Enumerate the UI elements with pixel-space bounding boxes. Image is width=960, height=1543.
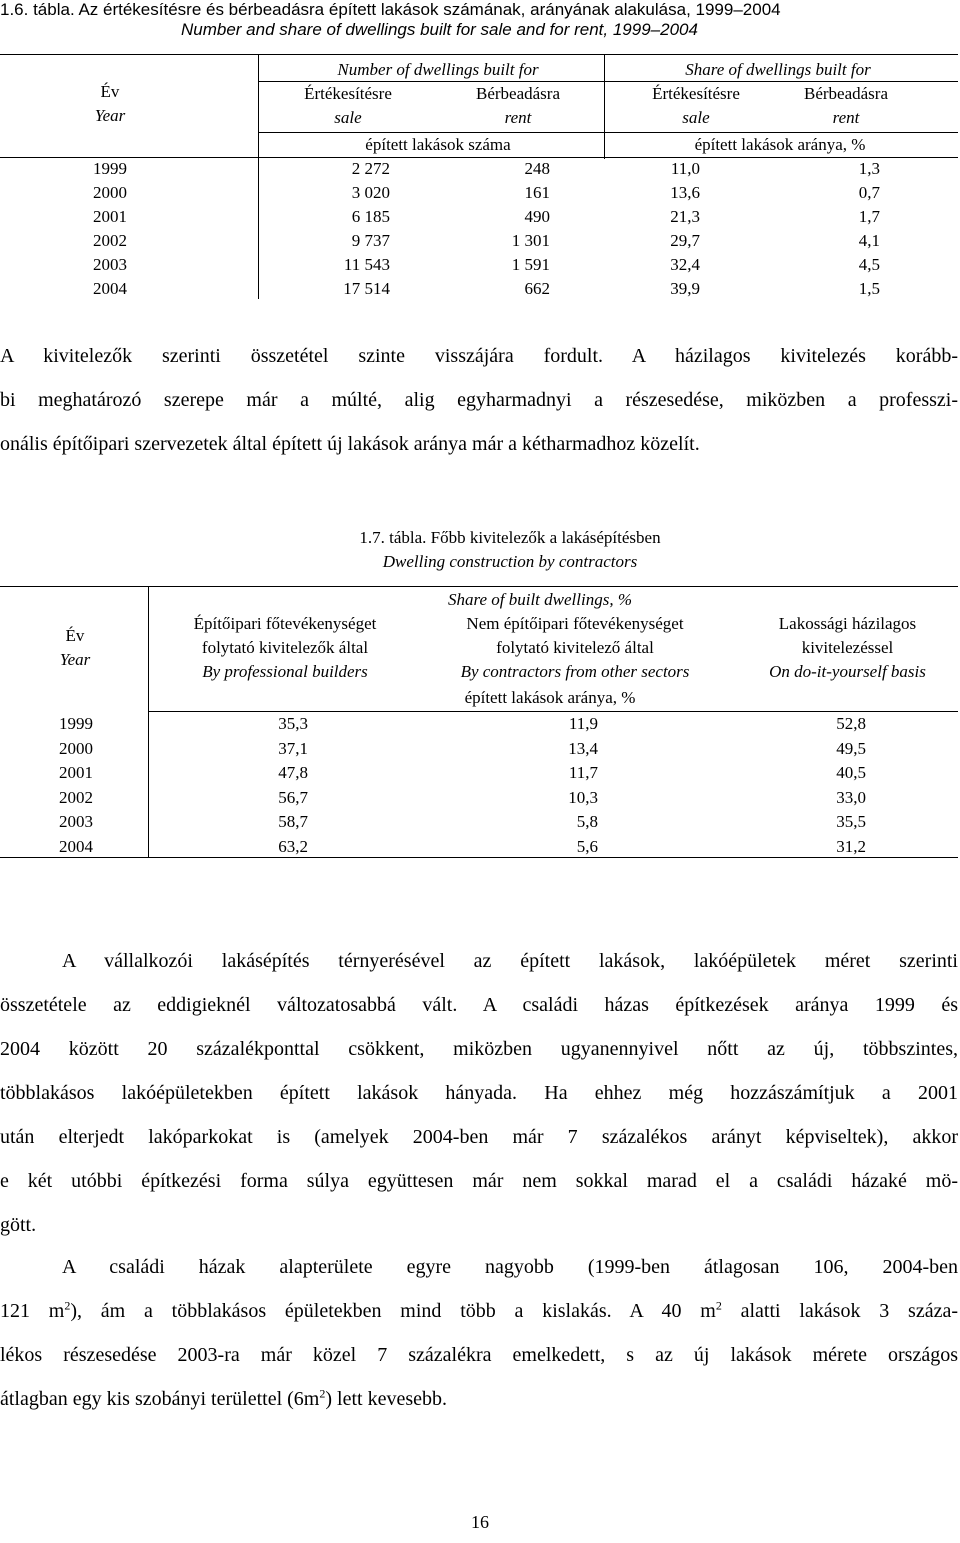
paragraph-2-line: után elterjedt lakóparkokat is (amelyek 2004-ben már 7 százalékos arányt képviseltek), akkor: [0, 1126, 958, 1148]
paragraph-2-line: összetétele az eddigieknél változatosabbá vált. A családi házas építkezések aránya 1999 és: [0, 994, 958, 1016]
table-cell-year: 2000: [59, 738, 93, 758]
table2-col2-en: By contractors from other sectors: [460, 662, 690, 681]
text: ), ám a többlakásos épületekben mind több a kislakás. A 40 m: [70, 1300, 716, 1322]
table2-col3-en: On do-it-yourself basis: [769, 662, 926, 681]
table-cell-other: 5,6: [576, 837, 598, 856]
table-cell-diy: 52,8: [836, 714, 866, 733]
table-cell-share-sale: 39,9: [670, 279, 700, 298]
table-cell-prof: 56,7: [278, 787, 308, 807]
table1-group-share: Share of dwellings built for: [685, 60, 871, 79]
table-cell-year: 2002: [93, 231, 127, 250]
table-cell-year: 2003: [59, 812, 93, 832]
table-cell-prof: 35,3: [278, 714, 308, 733]
paragraph-2-line: 2004 között 20 százalékponttal csökkent, miközben ugyanennyivel nőtt az új, többszintes,: [0, 1038, 958, 1060]
table-row: [0, 207, 960, 231]
paragraph-1: [0, 345, 958, 465]
table1-top-rule: [0, 54, 958, 55]
table-cell-prof: 63,2: [278, 837, 308, 856]
table1-rule-subheader: [258, 81, 958, 82]
table1-num-rent-en: rent: [504, 108, 532, 127]
table2-title-hu: 1.7. tábla. Főbb kivitelezők a lakásépítésben: [359, 528, 661, 547]
paragraph-2-line: A vállalkozói lakásépítés térnyerésével az épített lakások, lakóépületek méret szerinti: [62, 950, 958, 972]
table-cell-share-rent: 1,5: [858, 279, 880, 298]
table2: [0, 586, 960, 866]
table-cell-year: 2001: [59, 763, 93, 783]
table-cell-prof: 47,8: [278, 763, 308, 783]
table-cell-year: 2003: [93, 255, 127, 274]
table-row: [0, 159, 960, 183]
table-cell-year: 2002: [59, 787, 93, 807]
table2-col-year-hu: Év: [65, 626, 85, 645]
table-cell-num-rent: 161: [524, 183, 550, 202]
table2-unit: épített lakások aránya, %: [464, 688, 636, 707]
text: átlagban egy kis szobányi területtel (6m: [0, 1388, 320, 1410]
text: 121 m: [0, 1300, 65, 1322]
table1-unit-number: épített lakások száma: [365, 135, 511, 154]
table-cell-other: 13,4: [568, 738, 598, 758]
paragraph-1-line: A kivitelezők szerinti összetétel szinte visszájára fordult. A házilagos kivitelezés korább-: [0, 345, 958, 367]
table-cell-other: 10,3: [568, 787, 598, 807]
table-cell-share-sale: 21,3: [670, 207, 700, 226]
table-cell-share-sale: 29,7: [670, 231, 700, 250]
table1-num-rent-hu: Bérbeadásra: [475, 84, 560, 103]
table-cell-num-sale: 17 514: [343, 279, 390, 298]
table1-divider-year: [258, 54, 259, 299]
table-cell-diy: 35,5: [836, 812, 866, 832]
table1-share-rent-en: rent: [832, 108, 860, 127]
table-row: [0, 231, 960, 255]
table2-col1-en: By professional builders: [202, 662, 368, 681]
table-cell-num-sale: 3 020: [351, 183, 390, 202]
table-row: [0, 739, 960, 763]
table-row: [0, 183, 960, 207]
table-cell-diy: 40,5: [836, 763, 866, 783]
table-row: [0, 714, 960, 738]
table-row: [0, 788, 960, 812]
table1-rule-unit: [258, 132, 958, 133]
table1-num-sale-hu: Értékesítésre: [304, 84, 392, 103]
table1-title-hu: 1.6. tábla. Az értékesítésre és bérbeadásra épített lakások számának, arányának alakulása, 1999–2004: [0, 0, 781, 19]
table-cell-share-rent: 0,7: [858, 183, 880, 202]
table-cell-num-rent: 1 301: [511, 231, 550, 250]
paragraph-3: [0, 1256, 958, 1416]
table2-bottom-rule: [0, 857, 958, 858]
table-cell-num-rent: 490: [524, 207, 550, 226]
table2-col3-hu-2: kivitelezéssel: [801, 638, 894, 657]
table-cell-diy: 31,2: [836, 837, 866, 856]
table-cell-other: 11,7: [568, 763, 598, 783]
table2-col1-hu-2: folytató kivitelezők által: [201, 638, 369, 657]
table-row: [0, 763, 960, 787]
superscript: 2: [64, 1300, 71, 1313]
table2-col3-hu-1: Lakossági házilagos: [778, 614, 917, 633]
superscript: 2: [319, 1386, 326, 1401]
paragraph-3-line: [0, 1300, 958, 1323]
table-row: [0, 279, 960, 303]
paragraph-3-line: lékos részesedése 2003-ra már közel 7 százalékra emelkedett, s az új lakások mérete országos: [0, 1344, 958, 1366]
table2-group: Share of built dwellings, %: [447, 590, 632, 609]
table2-title-en: Dwelling construction by contractors: [382, 552, 638, 571]
paragraph-2: [0, 950, 958, 1240]
table-cell-num-sale: 2 272: [351, 159, 390, 178]
table1-unit-share: épített lakások aránya, %: [694, 135, 866, 154]
table2-col-year-en: Year: [59, 650, 91, 669]
text: alatti lakások 3 száza-: [721, 1300, 958, 1322]
table-cell-share-rent: 1,3: [858, 159, 880, 178]
paragraph-2-line: többlakásos lakóépületekben épített lakások hányada. Ha ehhez még hozzászámítjuk a 2001: [0, 1082, 958, 1104]
table1-group-number: Number of dwellings built for: [337, 60, 539, 79]
table-cell-year: 2000: [93, 183, 127, 202]
table2-divider-year: [148, 586, 149, 858]
table-cell-num-sale: 9 737: [351, 231, 390, 250]
table2-col2-hu-2: folytató kivitelező által: [496, 638, 654, 657]
table-cell-year: 1999: [59, 714, 93, 733]
table-cell-year: 2004: [59, 837, 93, 856]
table-cell-prof: 58,7: [278, 812, 308, 832]
paragraph-3-line: A családi házak alapterülete egyre nagyobb (1999-ben átlagosan 106, 2004-ben: [62, 1256, 958, 1278]
table1-num-sale-en: sale: [334, 108, 362, 127]
table2-col1-hu-1: Építőipari főtevékenységet: [193, 614, 377, 633]
table2-title: [220, 528, 800, 572]
table-cell-prof: 37,1: [278, 738, 308, 758]
table-cell-share-rent: 4,1: [858, 231, 880, 250]
table-cell-year: 2001: [93, 207, 127, 226]
table-row: [0, 812, 960, 836]
paragraph-1-line: onális építőipari szervezetek által épített új lakások aránya már a kétharmadhoz közelít.: [0, 433, 700, 455]
table-cell-year: 2004: [93, 279, 127, 298]
table2-rule-unit: [148, 711, 958, 712]
table-cell-share-sale: 13,6: [670, 183, 700, 202]
paragraph-2-line: e két utóbbi építkezési forma súlya együttesen már nem sokkal marad el a családi házaké mö-: [0, 1170, 958, 1192]
table1-rule-body: [0, 157, 958, 158]
table-cell-num-rent: 248: [524, 159, 550, 178]
table-cell-share-sale: 32,4: [670, 255, 700, 274]
table-cell-num-rent: 1 591: [511, 255, 550, 274]
paragraph-1-line: bi meghatározó szerepe már a múlté, alig egyharmadnyi a részesedése, miközben a professzi-: [0, 389, 958, 411]
table-cell-other: 5,8: [576, 812, 598, 832]
table2-col2-hu-1: Nem építőipari főtevékenységet: [466, 614, 684, 633]
superscript: 2: [715, 1300, 722, 1313]
table1-title: [0, 0, 960, 40]
table-cell-num-sale: 11 543: [343, 255, 390, 274]
table-cell-num-rent: 662: [524, 279, 550, 298]
table1-share-sale-hu: Értékesítésre: [652, 84, 740, 103]
table-cell-share-sale: 11,0: [670, 159, 700, 178]
table-row: [0, 255, 960, 279]
table1-share-rent-hu: Bérbeadásra: [803, 84, 888, 103]
table1-col-year-en: Year: [94, 106, 126, 125]
paragraph-2-line: gött.: [0, 1214, 37, 1236]
table1-col-year-hu: Év: [100, 82, 120, 101]
table1-divider-groups: [604, 54, 605, 159]
page-number: 16: [471, 1512, 489, 1532]
table-cell-year: 1999: [93, 159, 127, 178]
paragraph-3-line: [0, 1388, 447, 1411]
table-cell-other: 11,9: [568, 714, 598, 733]
table-cell-share-rent: 4,5: [858, 255, 880, 274]
table1-title-en: Number and share of dwellings built for sale and for rent, 1999–2004: [181, 20, 698, 39]
table-cell-share-rent: 1,7: [858, 207, 880, 226]
table1: [0, 60, 960, 316]
table-cell-num-sale: 6 185: [351, 207, 390, 226]
table-cell-diy: 49,5: [836, 738, 866, 758]
table-cell-diy: 33,0: [836, 787, 866, 807]
table1-share-sale-en: sale: [682, 108, 710, 127]
text: ) lett kevesebb.: [325, 1388, 447, 1410]
